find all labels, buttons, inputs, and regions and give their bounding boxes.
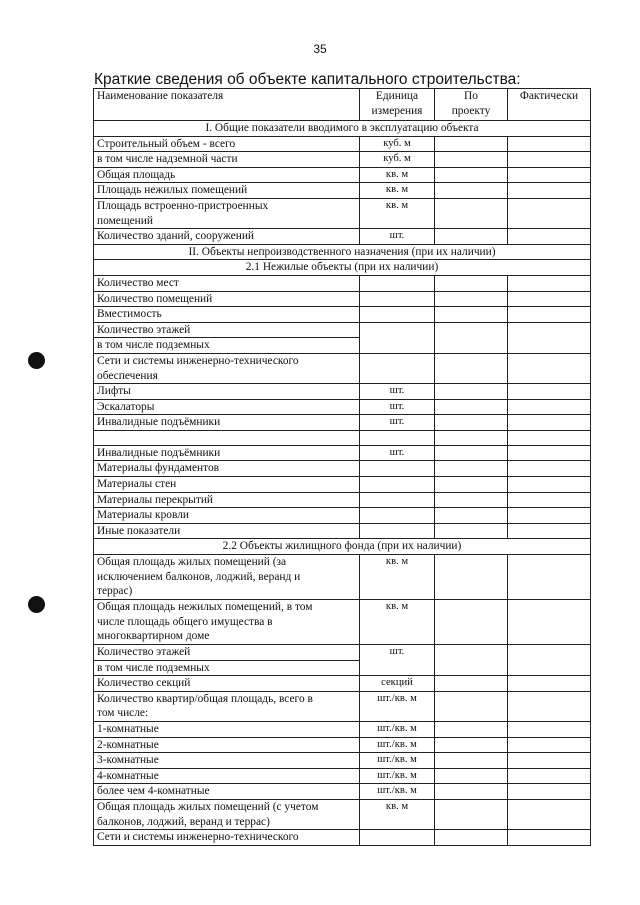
actual-value-cell[interactable] <box>508 167 591 183</box>
row-label-line: Общая площадь нежилых помещений, в том <box>97 601 313 614</box>
document-title: Краткие сведения об объекте капитального строительства: <box>94 71 521 88</box>
project-value-cell[interactable] <box>435 660 508 676</box>
row-label-line: многоквартирном доме <box>97 630 210 643</box>
row-label: Материалы стен <box>94 477 360 493</box>
row-label: Количество этажей <box>94 322 360 338</box>
row-unit: кв. м <box>360 198 435 228</box>
row-label <box>94 691 360 721</box>
table-row <box>94 799 591 829</box>
table-row <box>94 784 591 800</box>
row-label-line: балконов, лоджий, веранд и террас) <box>97 815 270 828</box>
row-label: в том числе подземных <box>94 338 360 354</box>
row-unit: шт. <box>360 645 435 661</box>
row-label: более чем 4-комнатные <box>94 784 360 800</box>
header-project-line1: По <box>464 90 478 102</box>
section-row <box>94 260 591 276</box>
actual-value-cell[interactable] <box>508 676 591 692</box>
table-row <box>94 275 591 291</box>
section-1-title: I. Общие показатели вводимого в эксплуатацию объекта <box>94 121 591 137</box>
row-unit <box>360 830 435 846</box>
actual-value-cell[interactable] <box>508 722 591 738</box>
row-label-line: Сети и системы инженерно-технического <box>97 354 299 367</box>
table-row <box>94 167 591 183</box>
row-unit <box>360 430 435 445</box>
project-value-cell[interactable] <box>435 384 508 400</box>
table-row <box>94 136 591 152</box>
section-row <box>94 244 591 260</box>
row-label: Количество мест <box>94 275 360 291</box>
actual-value-cell[interactable] <box>508 430 591 445</box>
table-header-row <box>94 89 591 121</box>
row-label: Площадь нежилых помещений <box>94 183 360 199</box>
project-value-cell[interactable] <box>435 461 508 477</box>
table-row <box>94 399 591 415</box>
row-unit: кв. м <box>360 555 435 600</box>
table-row <box>94 461 591 477</box>
table-row <box>94 152 591 168</box>
row-label-line: том числе: <box>97 707 149 720</box>
actual-value-cell[interactable] <box>508 229 591 245</box>
project-value-cell[interactable] <box>435 768 508 784</box>
actual-value-cell[interactable] <box>508 353 591 383</box>
project-value-cell[interactable] <box>435 676 508 692</box>
table-row <box>94 445 591 461</box>
header-unit-line1: Единица <box>375 90 419 102</box>
project-value-cell[interactable] <box>435 136 508 152</box>
table-row <box>94 384 591 400</box>
actual-value-cell[interactable] <box>508 691 591 721</box>
actual-value-cell[interactable] <box>508 322 591 338</box>
row-unit: шт. <box>360 384 435 400</box>
row-unit: шт./кв. м <box>360 753 435 769</box>
table-row <box>94 660 591 676</box>
row-unit <box>360 338 435 354</box>
row-label: Материалы кровли <box>94 508 360 524</box>
project-value-cell[interactable] <box>435 508 508 524</box>
page-number: 35 <box>313 42 327 56</box>
table-row <box>94 555 591 600</box>
row-label: Инвалидные подъёмники <box>94 415 360 431</box>
project-value-cell[interactable] <box>435 229 508 245</box>
project-value-cell[interactable] <box>435 338 508 354</box>
actual-value-cell[interactable] <box>508 307 591 323</box>
row-unit <box>360 322 435 338</box>
table-row <box>94 523 591 539</box>
table-row <box>94 722 591 738</box>
project-value-cell[interactable] <box>435 691 508 721</box>
row-label: в том числе надземной части <box>94 152 360 168</box>
row-label: Количество зданий, сооружений <box>94 229 360 245</box>
actual-value-cell[interactable] <box>508 152 591 168</box>
row-label: Эскалаторы <box>94 399 360 415</box>
row-unit: шт./кв. м <box>360 784 435 800</box>
project-value-cell[interactable] <box>435 737 508 753</box>
section-row <box>94 539 591 555</box>
row-label: 1-комнатные <box>94 722 360 738</box>
actual-value-cell[interactable] <box>508 415 591 431</box>
row-label: Количество помещений <box>94 291 360 307</box>
row-unit: кв. м <box>360 167 435 183</box>
row-label-line: помещений <box>97 214 153 227</box>
actual-value-cell[interactable] <box>508 338 591 354</box>
project-value-cell[interactable] <box>435 322 508 338</box>
punch-hole-lower <box>28 596 45 613</box>
project-value-cell[interactable] <box>435 415 508 431</box>
project-value-cell[interactable] <box>435 183 508 199</box>
row-unit <box>360 461 435 477</box>
project-value-cell[interactable] <box>435 722 508 738</box>
project-value-cell[interactable] <box>435 645 508 661</box>
table-row <box>94 737 591 753</box>
row-unit: шт./кв. м <box>360 737 435 753</box>
project-value-cell[interactable] <box>435 477 508 493</box>
row-label: в том числе подземных <box>94 660 360 676</box>
row-label-line: Количество квартир/общая площадь, всего в <box>97 692 313 705</box>
actual-value-cell[interactable] <box>508 645 591 661</box>
row-unit: куб. м <box>360 136 435 152</box>
row-unit: шт. <box>360 229 435 245</box>
row-label: Вместимость <box>94 307 360 323</box>
actual-value-cell[interactable] <box>508 384 591 400</box>
project-value-cell[interactable] <box>435 275 508 291</box>
project-value-cell[interactable] <box>435 523 508 539</box>
row-label-line: террас) <box>97 585 133 598</box>
row-unit: кв. м <box>360 183 435 199</box>
project-value-cell[interactable] <box>435 753 508 769</box>
project-value-cell[interactable] <box>435 784 508 800</box>
row-label <box>94 600 360 645</box>
row-unit: шт. <box>360 445 435 461</box>
actual-value-cell[interactable] <box>508 660 591 676</box>
row-unit <box>360 523 435 539</box>
row-unit <box>360 275 435 291</box>
header-unit-line2: измерения <box>371 104 423 117</box>
header-project <box>435 89 508 121</box>
row-label: Материалы перекрытий <box>94 492 360 508</box>
table-row <box>94 600 591 645</box>
row-label: Материалы фундаментов <box>94 461 360 477</box>
table-row <box>94 508 591 524</box>
row-unit: шт./кв. м <box>360 722 435 738</box>
actual-value-cell[interactable] <box>508 492 591 508</box>
project-value-cell[interactable] <box>435 152 508 168</box>
row-label <box>94 799 360 829</box>
table-row <box>94 645 591 661</box>
actual-value-cell[interactable] <box>508 399 591 415</box>
row-unit: шт./кв. м <box>360 768 435 784</box>
row-unit <box>360 492 435 508</box>
table-row <box>94 338 591 354</box>
header-unit <box>360 89 435 121</box>
row-label-line: Общая площадь жилых помещений (за <box>97 556 287 569</box>
project-value-cell[interactable] <box>435 430 508 445</box>
table-row <box>94 477 591 493</box>
row-unit: шт. <box>360 399 435 415</box>
table-row <box>94 307 591 323</box>
project-value-cell[interactable] <box>435 353 508 383</box>
actual-value-cell[interactable] <box>508 600 591 645</box>
row-unit: кв. м <box>360 600 435 645</box>
row-label-line: Общая площадь жилых помещений (с учетом <box>97 800 319 813</box>
row-label-line: Площадь встроенно-пристроенных <box>97 199 269 212</box>
actual-value-cell[interactable] <box>508 183 591 199</box>
row-label <box>94 430 360 445</box>
row-unit <box>360 307 435 323</box>
table-row <box>94 353 591 383</box>
row-unit: шт. <box>360 415 435 431</box>
header-actual-label: Фактически <box>519 90 579 102</box>
project-value-cell[interactable] <box>435 445 508 461</box>
row-label: Инвалидные подъёмники <box>94 445 360 461</box>
actual-value-cell[interactable] <box>508 275 591 291</box>
actual-value-cell[interactable] <box>508 523 591 539</box>
header-indicator <box>94 89 360 121</box>
row-label <box>94 555 360 600</box>
section-2-1-title: 2.1 Нежилые объекты (при их наличии) <box>94 260 591 276</box>
row-unit <box>360 508 435 524</box>
project-value-cell[interactable] <box>435 830 508 846</box>
row-unit <box>360 353 435 383</box>
actual-value-cell[interactable] <box>508 445 591 461</box>
header-project-line2: проекту <box>451 104 491 117</box>
actual-value-cell[interactable] <box>508 830 591 846</box>
row-label: Сети и системы инженерно-технического <box>94 830 360 846</box>
row-label: Общая площадь <box>94 167 360 183</box>
header-indicator-label: Наименование показателя <box>97 90 224 102</box>
actual-value-cell[interactable] <box>508 291 591 307</box>
row-unit <box>360 291 435 307</box>
actual-value-cell[interactable] <box>508 198 591 228</box>
project-value-cell[interactable] <box>435 492 508 508</box>
table-row <box>94 291 591 307</box>
row-unit: секций <box>360 676 435 692</box>
actual-value-cell[interactable] <box>508 799 591 829</box>
actual-value-cell[interactable] <box>508 753 591 769</box>
project-value-cell[interactable] <box>435 291 508 307</box>
project-value-cell[interactable] <box>435 198 508 228</box>
row-label-line: исключением балконов, лоджий, веранд и <box>97 570 301 583</box>
project-value-cell[interactable] <box>435 307 508 323</box>
row-label: 2-комнатные <box>94 737 360 753</box>
row-label <box>94 353 360 383</box>
header-actual <box>508 89 591 121</box>
actual-value-cell[interactable] <box>508 136 591 152</box>
project-value-cell[interactable] <box>435 600 508 645</box>
row-label: Иные показатели <box>94 523 360 539</box>
row-unit: шт./кв. м <box>360 691 435 721</box>
object-summary-table <box>93 88 591 846</box>
actual-value-cell[interactable] <box>508 768 591 784</box>
project-value-cell[interactable] <box>435 167 508 183</box>
project-value-cell[interactable] <box>435 555 508 600</box>
table-row <box>94 768 591 784</box>
table-row <box>94 183 591 199</box>
row-label: Количество этажей <box>94 645 360 661</box>
project-value-cell[interactable] <box>435 399 508 415</box>
table-row <box>94 492 591 508</box>
punch-hole-upper <box>28 352 45 369</box>
row-label-line: обеспечения <box>97 369 158 382</box>
row-unit: куб. м <box>360 152 435 168</box>
table-row <box>94 415 591 431</box>
row-label: Строительный объем - всего <box>94 136 360 152</box>
row-unit: кв. м <box>360 799 435 829</box>
table-row <box>94 229 591 245</box>
table-row <box>94 676 591 692</box>
row-label <box>94 198 360 228</box>
row-label-line: числе площадь общего имущества в <box>97 615 273 628</box>
actual-value-cell[interactable] <box>508 461 591 477</box>
row-label: Количество секций <box>94 676 360 692</box>
actual-value-cell[interactable] <box>508 555 591 600</box>
table-row <box>94 691 591 721</box>
row-unit <box>360 477 435 493</box>
section-2-2-title: 2.2 Объекты жилищного фонда (при их наличии) <box>94 539 591 555</box>
table-row <box>94 322 591 338</box>
section-2-title: II. Объекты непроизводственного назначения (при их наличии) <box>94 244 591 260</box>
actual-value-cell[interactable] <box>508 784 591 800</box>
row-label: 3-комнатные <box>94 753 360 769</box>
row-unit <box>360 660 435 676</box>
table-row <box>94 198 591 228</box>
project-value-cell[interactable] <box>435 799 508 829</box>
actual-value-cell[interactable] <box>508 508 591 524</box>
table-row <box>94 830 591 846</box>
actual-value-cell[interactable] <box>508 477 591 493</box>
table-row <box>94 430 591 445</box>
section-row <box>94 121 591 137</box>
row-label: Лифты <box>94 384 360 400</box>
actual-value-cell[interactable] <box>508 737 591 753</box>
table-row <box>94 753 591 769</box>
row-label: 4-комнатные <box>94 768 360 784</box>
